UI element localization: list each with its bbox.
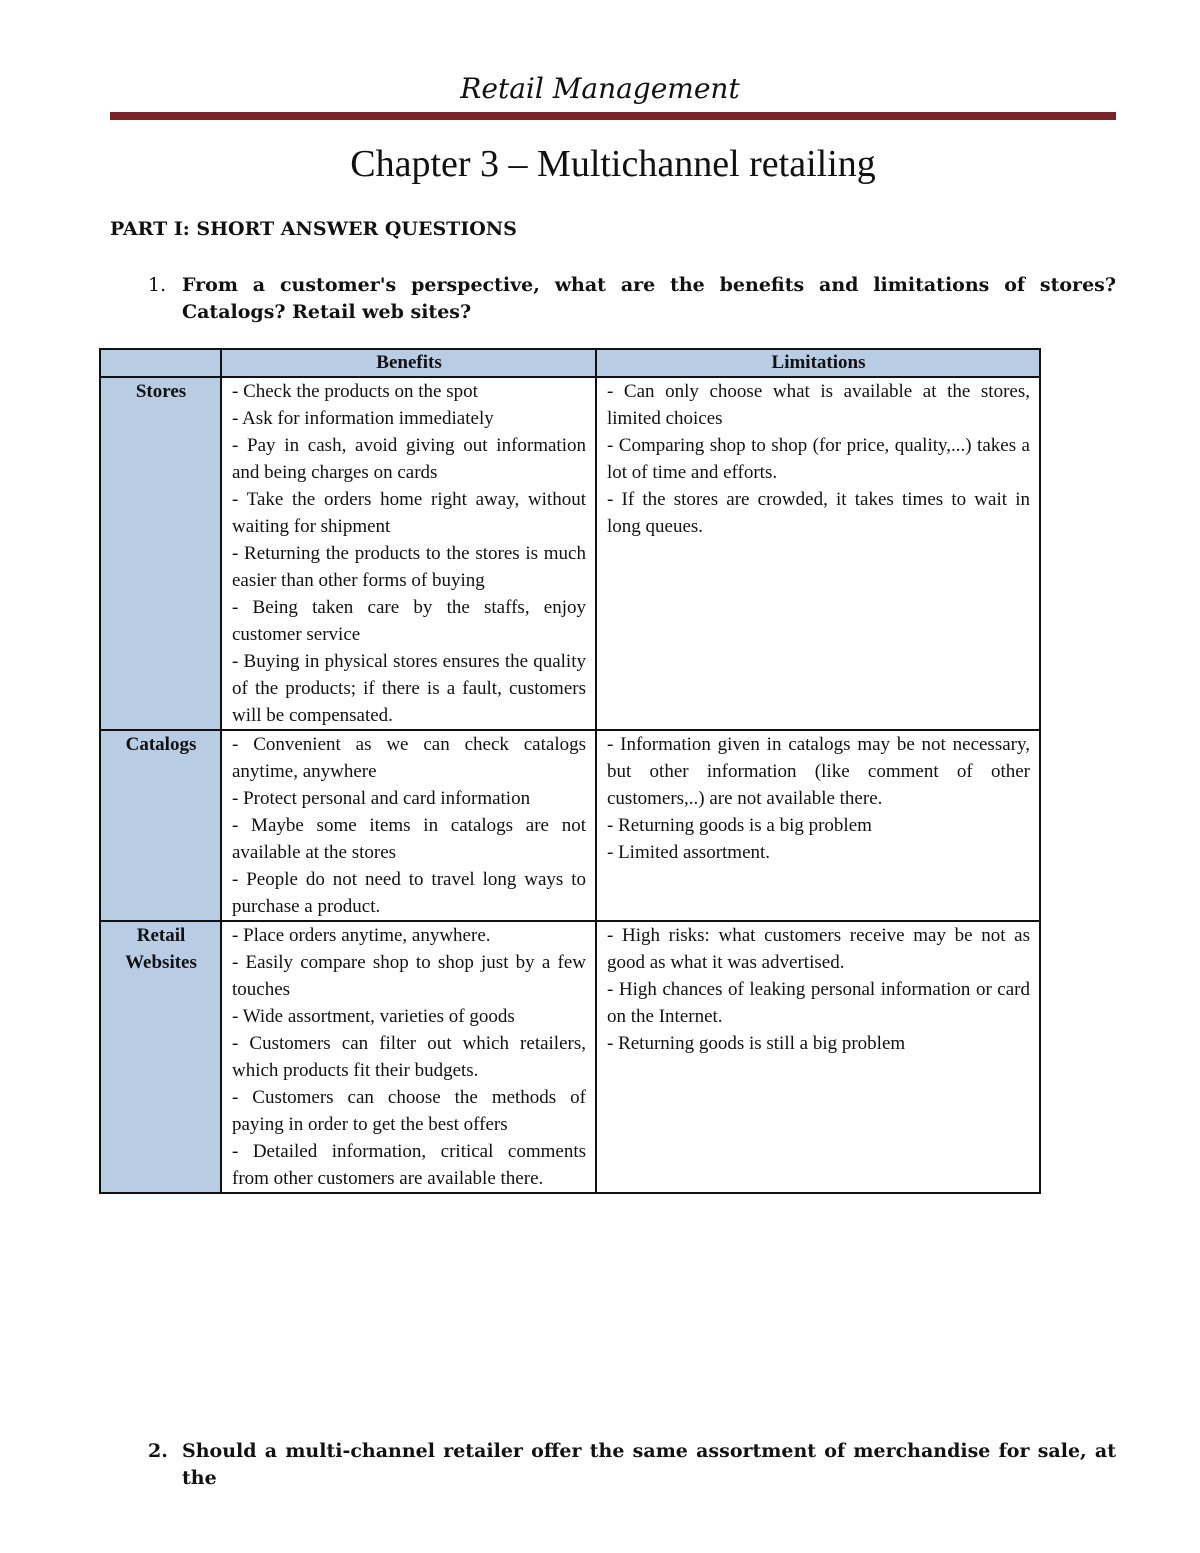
list-item: - Maybe some items in catalogs are not available at the stores bbox=[232, 815, 586, 863]
question-2 bbox=[148, 1438, 1116, 1492]
list-item: - Easily compare shop to shop just by a few touches bbox=[232, 952, 586, 1000]
table-header-row bbox=[100, 349, 1040, 377]
list-item: - Check the products on the spot bbox=[232, 381, 478, 402]
list-item: - Customers can filter out which retailers, which products fit their budgets. bbox=[232, 1033, 586, 1081]
comparison-table bbox=[99, 348, 1041, 1194]
list-item: - Limited assortment. bbox=[607, 842, 771, 863]
list-item: - Comparing shop to shop (for price, quality,...) takes a lot of time and efforts. bbox=[607, 435, 1030, 483]
question-text: Should a multi-channel retailer offer the same assortment of merchandise for sale, at the bbox=[182, 1440, 1116, 1489]
list-item: - People do not need to travel long ways to purchase a product. bbox=[232, 869, 586, 917]
table-row-retail-websites bbox=[100, 921, 1040, 1193]
list-item: - Buying in physical stores ensures the quality of the products; if there is a fault, customers will be compensated. bbox=[232, 651, 586, 726]
chapter-title: Chapter 3 – Multichannel retailing bbox=[350, 143, 876, 185]
question-1 bbox=[148, 272, 1116, 326]
list-item: - Ask for information immediately bbox=[232, 408, 494, 429]
table-row-catalogs bbox=[100, 730, 1040, 921]
question-text: From a customer's perspective, what are the benefits and limitations of stores? Catalogs? Retail web sites? bbox=[182, 274, 1116, 323]
list-item: - Place orders anytime, anywhere. bbox=[232, 925, 491, 946]
list-item: - Returning goods is a big problem bbox=[607, 815, 872, 836]
table-header-limitations: Limitations bbox=[596, 349, 1040, 377]
benefits-cell-retail-websites bbox=[221, 921, 596, 1193]
list-item: - High risks: what customers receive may be not as good as what it was advertised. bbox=[607, 925, 1030, 973]
header-rule bbox=[110, 112, 1116, 120]
benefits-cell-catalogs bbox=[221, 730, 596, 921]
table-header-benefits: Benefits bbox=[221, 349, 596, 377]
list-item: - Detailed information, critical comments from other customers are available there. bbox=[232, 1141, 586, 1189]
limitations-cell-retail-websites bbox=[596, 921, 1040, 1193]
list-item: - If the stores are crowded, it takes times to wait in long queues. bbox=[607, 489, 1030, 537]
list-item: - Wide assortment, varieties of goods bbox=[232, 1006, 515, 1027]
part-heading: PART I: SHORT ANSWER QUESTIONS bbox=[110, 218, 517, 240]
row-label-retail-websites: Retail Websites bbox=[100, 921, 221, 1193]
question-number: 2. bbox=[148, 1440, 168, 1462]
limitations-cell-catalogs bbox=[596, 730, 1040, 921]
list-item: - Protect personal and card information bbox=[232, 788, 531, 809]
row-label-stores: Stores bbox=[100, 377, 221, 730]
list-item: - Information given in catalogs may be not necessary, but other information (like comment of other customers,..) are not available there. bbox=[607, 734, 1030, 809]
table-row-stores bbox=[100, 377, 1040, 730]
list-item: - Take the orders home right away, without waiting for shipment bbox=[232, 489, 586, 537]
list-item: - Can only choose what is available at the stores, limited choices bbox=[607, 381, 1030, 429]
list-item: - Convenient as we can check catalogs anytime, anywhere bbox=[232, 734, 586, 782]
list-item: - Returning goods is still a big problem bbox=[607, 1033, 906, 1054]
list-item: - Being taken care by the staffs, enjoy customer service bbox=[232, 597, 586, 645]
list-item: - Returning the products to the stores is much easier than other forms of buying bbox=[232, 543, 586, 591]
benefits-cell-stores bbox=[221, 377, 596, 730]
list-item: - High chances of leaking personal information or card on the Internet. bbox=[607, 979, 1030, 1027]
list-item: - Pay in cash, avoid giving out information and being charges on cards bbox=[232, 435, 586, 483]
running-header: Retail Management bbox=[460, 72, 740, 105]
row-label-catalogs: Catalogs bbox=[100, 730, 221, 921]
question-number: 1. bbox=[148, 274, 167, 296]
table-header-corner bbox=[100, 349, 221, 377]
list-item: - Customers can choose the methods of paying in order to get the best offers bbox=[232, 1087, 586, 1135]
limitations-cell-stores bbox=[596, 377, 1040, 730]
